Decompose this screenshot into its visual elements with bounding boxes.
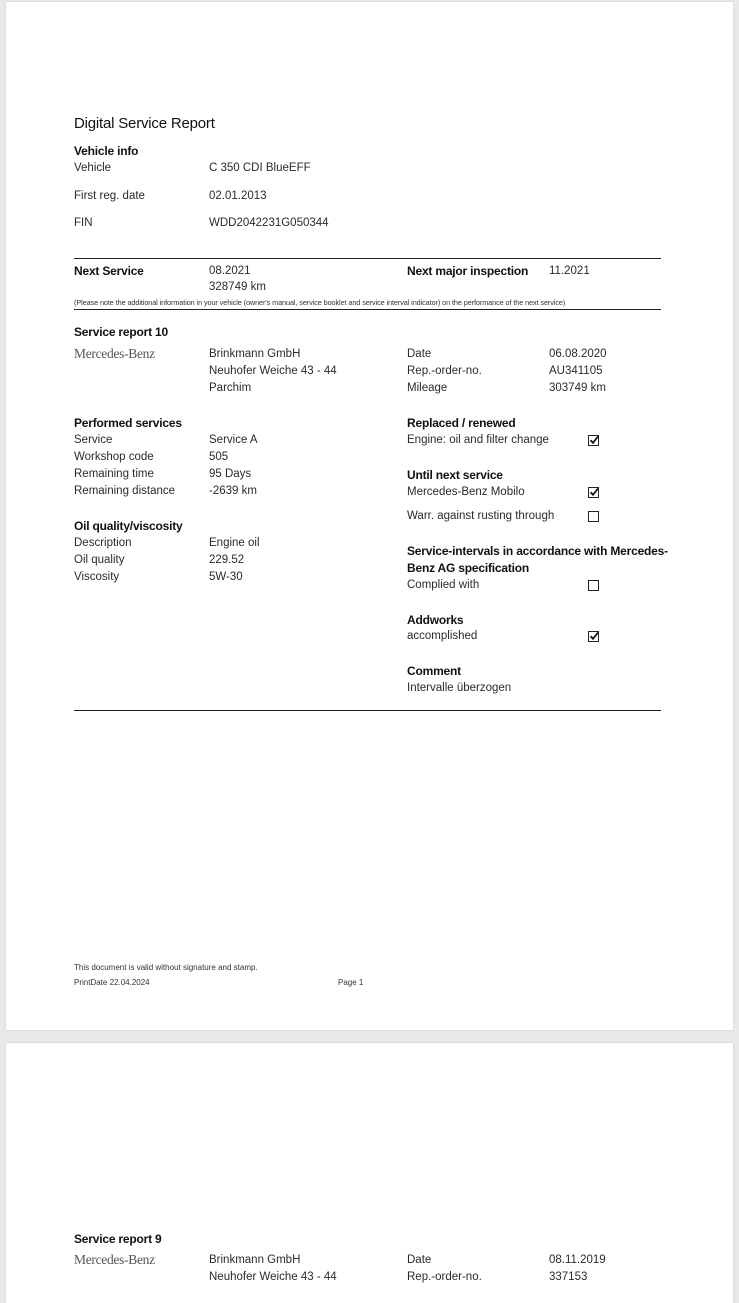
oil-description-value: Engine oil bbox=[209, 537, 260, 549]
first-reg-value: 02.01.2013 bbox=[209, 190, 267, 202]
until-next-service-heading: Until next service bbox=[407, 468, 503, 482]
first-reg-label: First reg. date bbox=[74, 190, 145, 202]
rust-warranty-label: Warr. against rusting through bbox=[407, 510, 555, 522]
next-major-date: 11.2021 bbox=[549, 265, 590, 277]
divider bbox=[74, 710, 661, 711]
date-value: 06.08.2020 bbox=[549, 348, 607, 360]
complied-with-label: Complied with bbox=[407, 579, 480, 591]
next-major-label: Next major inspection bbox=[407, 264, 529, 278]
comment-heading: Comment bbox=[407, 664, 461, 678]
order-value: 337153 bbox=[549, 1271, 588, 1283]
checkmark-icon bbox=[589, 435, 599, 445]
fin-label: FIN bbox=[74, 217, 93, 229]
oil-description-label: Description bbox=[74, 537, 132, 549]
remaining-time-value: 95 Days bbox=[209, 468, 252, 480]
accomplished-checkbox[interactable] bbox=[588, 631, 599, 642]
page-number: Page 1 bbox=[338, 978, 364, 987]
viscosity-label: Viscosity bbox=[74, 571, 120, 583]
performed-services-heading: Performed services bbox=[74, 416, 182, 430]
checkmark-icon bbox=[589, 631, 599, 641]
order-label: Rep.-order-no. bbox=[407, 1271, 482, 1283]
mileage-value: 303749 km bbox=[549, 382, 606, 394]
oil-quality-value: 229.52 bbox=[209, 554, 245, 566]
engine-oil-change-checkbox[interactable] bbox=[588, 435, 599, 446]
dealer-name: Brinkmann GmbH bbox=[209, 348, 301, 360]
mobilo-label: Mercedes-Benz Mobilo bbox=[407, 486, 525, 498]
date-label: Date bbox=[407, 1254, 432, 1266]
next-service-km: 328749 km bbox=[209, 281, 266, 293]
fin-value: WDD2042231G050344 bbox=[209, 217, 329, 229]
service-intervals-heading-line2: Benz AG specification bbox=[407, 561, 530, 575]
print-date: PrintDate 22.04.2024 bbox=[74, 978, 150, 987]
remaining-distance-value: -2639 km bbox=[209, 485, 257, 497]
addworks-heading: Addworks bbox=[407, 613, 464, 627]
rust-warranty-checkbox[interactable] bbox=[588, 511, 599, 522]
order-label: Rep.-order-no. bbox=[407, 365, 482, 377]
date-value: 08.11.2019 bbox=[549, 1254, 606, 1266]
dealer-name: Brinkmann GmbH bbox=[209, 1254, 301, 1266]
checkmark-icon bbox=[589, 487, 599, 497]
divider bbox=[74, 258, 661, 259]
vehicle-value: C 350 CDI BlueEFF bbox=[209, 162, 311, 174]
remaining-distance-label: Remaining distance bbox=[74, 485, 176, 497]
vehicle-info-heading: Vehicle info bbox=[74, 144, 139, 158]
mercedes-benz-logo: Mercedes-Benz bbox=[74, 1252, 155, 1267]
order-value: AU341105 bbox=[549, 365, 603, 377]
report-title: Digital Service Report bbox=[74, 115, 215, 132]
vehicle-label: Vehicle bbox=[74, 162, 112, 174]
date-label: Date bbox=[407, 348, 432, 360]
document-page-2 bbox=[6, 1043, 733, 1303]
engine-oil-change-label: Engine: oil and filter change bbox=[407, 434, 549, 446]
workshop-code-value: 505 bbox=[209, 451, 229, 463]
dealer-street: Neuhofer Weiche 43 - 44 bbox=[209, 1271, 337, 1283]
next-service-label: Next Service bbox=[74, 264, 144, 278]
replaced-heading: Replaced / renewed bbox=[407, 416, 516, 430]
oil-quality-heading: Oil quality/viscosity bbox=[74, 519, 183, 533]
service-label: Service bbox=[74, 434, 113, 446]
mileage-label: Mileage bbox=[407, 382, 448, 394]
remaining-time-label: Remaining time bbox=[74, 468, 154, 480]
mercedes-benz-logo: Mercedes-Benz bbox=[74, 346, 155, 361]
service-report-10-heading: Service report 10 bbox=[74, 325, 168, 339]
dealer-street: Neuhofer Weiche 43 - 44 bbox=[209, 365, 337, 377]
document-page-1 bbox=[6, 2, 733, 1030]
viscosity-value: 5W-30 bbox=[209, 571, 243, 583]
service-intervals-heading-line1: Service-intervals in accordance with Mercedes- bbox=[407, 544, 668, 558]
next-service-note: (Please note the additional information in your vehicle (owner's manual, service booklet and service interval indicator) on the performance of the next service) bbox=[74, 298, 566, 307]
oil-quality-label: Oil quality bbox=[74, 554, 125, 566]
validity-note: This document is valid without signature and stamp. bbox=[74, 963, 258, 972]
divider bbox=[74, 309, 661, 310]
workshop-code-label: Workshop code bbox=[74, 451, 154, 463]
service-report-9-heading: Service report 9 bbox=[74, 1232, 162, 1246]
complied-with-checkbox[interactable] bbox=[588, 580, 599, 591]
mobilo-checkbox[interactable] bbox=[588, 487, 599, 498]
service-value: Service A bbox=[209, 434, 258, 446]
dealer-city: Parchim bbox=[209, 382, 252, 394]
accomplished-label: accomplished bbox=[407, 630, 478, 642]
next-service-date: 08.2021 bbox=[209, 265, 251, 277]
comment-text: Intervalle überzogen bbox=[407, 682, 512, 694]
